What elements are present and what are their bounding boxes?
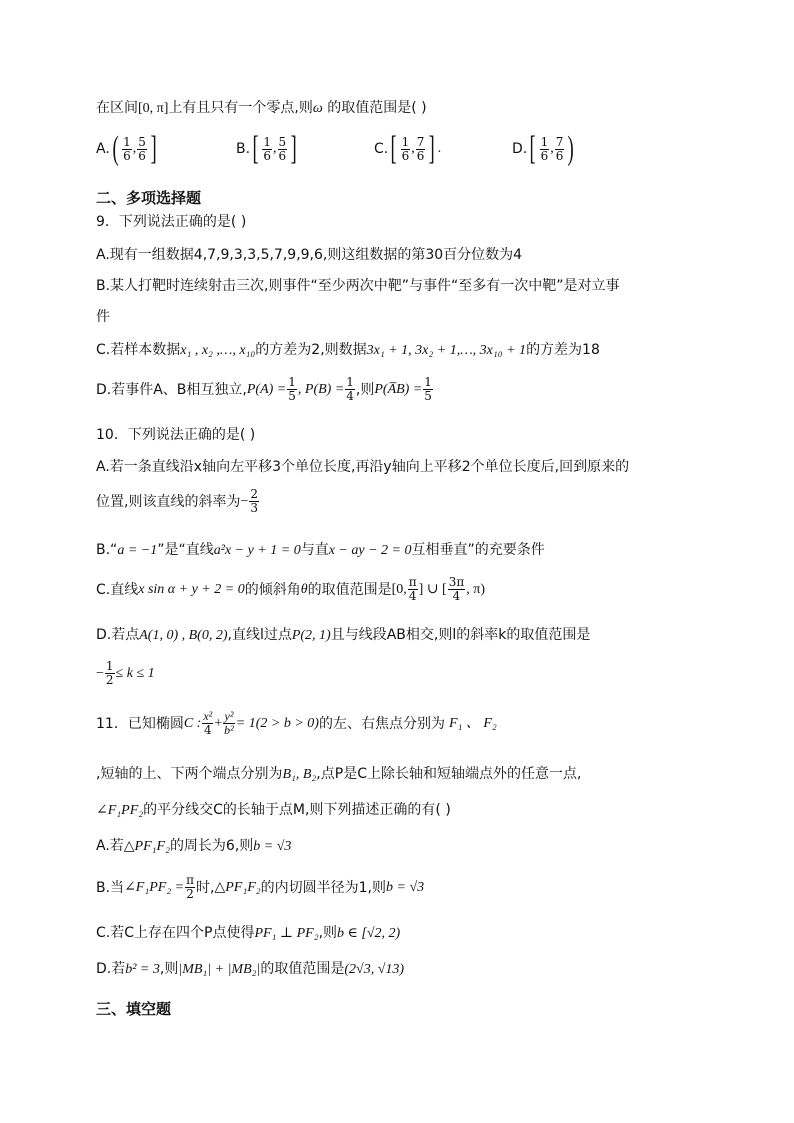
- option-label: B.: [236, 141, 251, 157]
- q11-option-c: C.若C上存在四个P点使得PF₁ ⊥ PF₂,则b ∈ [√2, 2): [96, 925, 401, 941]
- bracket-left: [: [390, 130, 398, 167]
- fraction: $\frac{1}{6}$: [540, 134, 549, 163]
- fraction: $\frac{7}{6}$: [555, 134, 564, 163]
- q8-option-a: A. ( $\frac{1}{6}$ , $\frac{5}{6}$ ]: [96, 130, 157, 167]
- q10-option-b: B.“a = −1”是“直线a²x − y + 1 = 0与直x − ay − 2 = 0互相垂直”的充要条件: [96, 542, 545, 558]
- q8-option-b: B. [ $\frac{1}{6}$ , $\frac{5}{6}$ ]: [236, 130, 297, 167]
- q8-text-c: 的取值范围是( ): [322, 100, 427, 116]
- q8-omega: ω: [312, 101, 323, 116]
- bracket-left: (: [112, 130, 119, 167]
- q8-option-d: D. [ $\frac{1}{6}$ , $\frac{7}{6}$ ): [512, 130, 575, 167]
- bracket-left: [: [252, 130, 259, 167]
- q9-option-b-line2: 件: [96, 309, 110, 325]
- fraction: $\frac{1}{6}$: [401, 134, 410, 163]
- q9-option-a: A.现有一组数据4,7,9,3,3,5,7,9,9,6,则这组数据的第30百分位数为4: [96, 247, 523, 263]
- bracket-right: ): [567, 130, 575, 167]
- q8-stem-tail: [96, 98, 427, 119]
- option-label: A.: [96, 141, 110, 157]
- bracket-right: ]: [150, 130, 157, 167]
- q11-option-b: B.当 ∠F₁PF₂ = $\frac{\pi}{2}$ 时, △PF₁F₂ 的内切圆半径为1,则 b = √3: [96, 873, 425, 901]
- q11-stem-line3: ∠F₁PF₂的平分线交C的长轴于点M,则下列描述正确的有( ): [96, 802, 451, 818]
- q10-option-a-line2: 位置,则该直线的斜率为 − $\frac{2}{3}$: [96, 487, 258, 515]
- q10-option-d-line2: − $\frac{1}{2}$ ≤ k ≤ 1: [96, 659, 155, 687]
- q10-stem: 10．下列说法正确的是( ): [96, 427, 256, 443]
- q9-option-c: C.若样本数据x₁ , x₂ ,…, x₁₀的方差为2,则数据3x₁ + 1, 3x₂ + 1,…, 3x₁₀ + 1的方差为18: [96, 342, 600, 358]
- q9-stem: 9．下列说法正确的是( ): [96, 214, 247, 230]
- fraction: $\frac{1}{6}$: [263, 134, 272, 163]
- fraction: $\frac{7}{6}$: [416, 134, 425, 163]
- option-label: C.: [374, 141, 389, 157]
- q10-option-a-line1: A.若一条直线沿x轴向左平移3个单位长度,再沿y轴向上平移2个单位长度后,回到原来的: [96, 459, 630, 475]
- bracket-left: [: [529, 130, 537, 167]
- fraction: $\frac{5}{6}$: [138, 134, 146, 163]
- option-label: D.: [512, 141, 528, 157]
- bracket-right: ]: [428, 130, 436, 167]
- fraction: $\frac{5}{6}$: [278, 134, 287, 163]
- q8-option-c: C. [ $\frac{1}{6}$ , $\frac{7}{6}$ ] .: [374, 130, 442, 167]
- fraction: $\frac{1}{6}$: [123, 134, 131, 163]
- q11-option-d: D.若b² = 3,则|MB₁| + |MB₂|的取值范围是(2√3, √13): [96, 961, 405, 977]
- q9-option-d: D.若事件A、B相互独立, P(A) = $\frac{1}{5}$ , P(B) = $\frac{1}{4}$ ,则 P(A̅B) = $\frac{1}{5}$: [96, 375, 432, 403]
- q8-options: [96, 132, 716, 172]
- q10-option-c: C.直线 x sin α + y + 2 = 0 的倾斜角 θ 的取值范围是 [0, $\frac{\pi}{4}$ ] ∪ [ $\frac{3\pi}{4}$ , π): [96, 575, 485, 603]
- q11-option-a: A.若△PF₁F₂的周长为6,则b = √3: [96, 838, 292, 854]
- q11-stem-line1: 11．已知椭圆 C : $\frac{\text{x²}}{4}$ + $\frac{\text{y²}}{\text{b²}}$ = 1(2 > b > 0) 的左、右焦点分别为 F₁ 、 F₂: [96, 709, 497, 737]
- section-heading-multiple-choice: 二、多项选择题: [96, 189, 202, 207]
- q8-text-a: 在区间: [96, 100, 138, 116]
- q8-text-b: 上有且只有一个零点,则: [168, 100, 313, 116]
- q9-option-b-line1: B.某人打靶时连续射击三次,则事件“至少两次中靶”与事件“至多有一次中靶”是对立事: [96, 278, 620, 294]
- section-heading-fill-in: 三、填空题: [96, 1000, 172, 1018]
- q8-interval: [0, π]: [138, 101, 169, 116]
- q11-stem-line2: ,短轴的上、下两个端点分别为B₁, B₂,点P是C上除长轴和短轴端点外的任意一点,: [96, 766, 582, 782]
- bracket-right: ]: [290, 130, 297, 167]
- q10-option-d-line1: D.若点A(1, 0) , B(0, 2),直线l过点P(2, 1)且与线段AB相交,则l的斜率k的取值范围是: [96, 627, 591, 643]
